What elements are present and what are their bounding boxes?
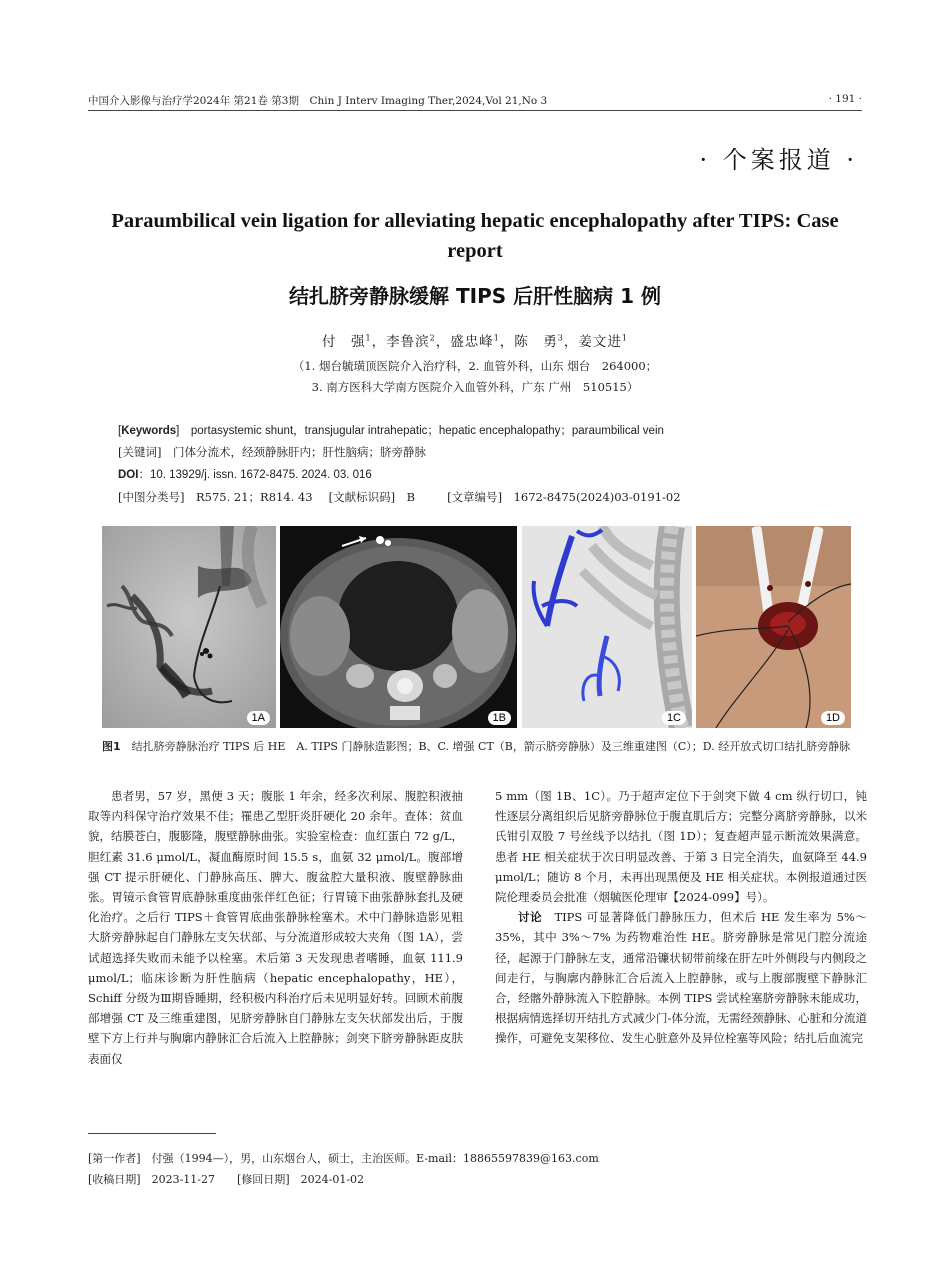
journal-citation: 中国介入影像与治疗学2024年 第21卷 第3期 Chin J Interv Imaging Ther,2024,Vol 21,No 3 [88, 95, 548, 107]
3d-reconstruction-image [522, 526, 692, 728]
footnote-author-label: 第一作者 [92, 1152, 137, 1165]
article-number-value: 1672-8475(2024)03-0191-02 [513, 490, 681, 504]
author-affiliation-mark: 2 [429, 333, 436, 343]
author-name: 姜文进 [578, 334, 622, 350]
received-label: 收稿日期 [92, 1173, 137, 1186]
author-separator: ， [563, 334, 579, 350]
header-divider [88, 110, 862, 111]
body-paragraph: 5 mm（图 1B、1C）。乃于超声定位下于剑突下做 4 cm 纵行切口，钝性逐层分离组织后见脐旁静脉位于腹直肌后方；完整分离脐旁静脉，以米氏钳引双股 7 号丝线予以结扎（图 1D）；复查超声显示断流效果满意。患者 HE 相关症状于次日明显改善、于第 3 日完全消失，血氨降至 44.9 μmol/L；随访 8 个月，未再出现黑便及 HE 相关症状。本例报道通过医院伦理委员会批准（烟毓医伦理审【2024-099】号）。 [495, 789, 867, 905]
keywords-english-text: portasystemic shunt，transjugular intrahepatic；hepatic encephalopathy；paraumbilical vein [190, 425, 664, 437]
keywords-chinese-text: 门体分流术，经颈静脉肝内；肝性脑病；脐旁静脉 [173, 445, 426, 459]
author-separator: ， [499, 334, 515, 350]
panel-label: 1A [247, 711, 270, 725]
doc-code-value: B [406, 490, 416, 504]
panel-label: 1B [488, 711, 511, 725]
panel-label: 1C [662, 711, 686, 725]
author-list [88, 330, 862, 350]
affiliation-line-2: 3. 南方医科大学南方医院介入血管外科，广东 广州 510515） [311, 380, 639, 394]
classification-line: [中图分类号] R575. 21；R814. 43 [文献标识码] B [文章编号] 1672-8475(2024)03-0191-02 [118, 490, 681, 504]
figure-panel-1b [280, 526, 517, 728]
keywords-label: Keywords [121, 425, 177, 437]
figure-number: 图1 [102, 740, 121, 753]
discussion-paragraph [495, 907, 867, 1048]
panel-label: 1D [821, 711, 845, 725]
keywords-chinese: [关键词] 门体分流术，经颈静脉肝内；肝性脑病；脐旁静脉 [118, 445, 426, 459]
body-column-left [88, 786, 463, 1069]
author-affiliation-mark: 1 [621, 333, 628, 343]
page-number: · 191 · [828, 93, 862, 105]
revised-label: 修回日期 [241, 1173, 286, 1186]
figure-caption [102, 737, 862, 756]
clc-value: R575. 21；R814. 43 [196, 490, 313, 504]
ct-scan-image [280, 526, 517, 728]
keywords-chinese-label: 关键词 [122, 445, 157, 459]
footnote-dates: [收稿日期] 2023-11-27 [修回日期] 2024-01-02 [88, 1173, 365, 1186]
author-name: 付 强 [322, 334, 366, 350]
keywords-english: [Keywords] portasystemic shunt，transjugular intrahepatic；hepatic encephalopathy；paraumbilical vein [118, 425, 664, 437]
revised-date: 2024-01-02 [300, 1173, 365, 1186]
author-affiliation-mark: 3 [557, 333, 564, 343]
discussion-text: TIPS 可显著降低门静脉压力，但术后 HE 发生率为 5%～35%，其中 3%～7% 为药物难治性 HE。脐旁静脉是常见门腔分流途径，起源于门静脉左支，通常沿镰状韧带前缘在肝左叶外侧段与内侧段之间走行，与胸廓内静脉汇合后流入上腔静脉，或与上腹部腹壁下静脉汇合，经髂外静脉流入下腔静脉。本例 TIPS 尝试栓塞脐旁静脉未能成功，根据病情选择切开结扎方式减少门-体分流，无需经颈静脉、心脏和分流道操作，可避免支架移位、发生心脏意外及异位栓塞等风险；结扎后血流完 [495, 910, 868, 1046]
body-paragraph: 患者男，57 岁，黑便 3 天；腹胀 1 年余，经多次利尿、腹腔积液抽取等内科保守治疗效果不佳；罹患乙型肝炎肝硬化 20 余年。查体：贫血貌，结膜苍白，腹膨隆，腹壁静脉曲张。实验室检查：血红蛋白 72 g/L，胆红素 31.6 μmol/L，凝血酶原时间 15.5 s，血氨 32 μmol/L。腹部增强 CT 提示肝硬化、门静脉高压、脾大、腹盆腔大量积液、腹壁静脉曲张。胃镜示食管胃底静脉重度曲张伴红色征；行胃镜下曲张静脉套扎及硬化治疗。之后行 TIPS＋食管胃底曲张静脉栓塞术。术中门静脉造影见粗大脐旁静脉起自门静脉左支矢状部、与分流道形成较大夹角（图 1A），尝试超选择失败而未能予以栓塞。术后第 3 天发现患者嗜睡，血氨 111.9 μmol/L；临床诊断为肝性脑病（hepatic encephalopathy，HE），Schiff 分级为Ⅲ期昏睡期，经积极内科治疗后未见明显好转。回顾术前腹部增强 CT 及三维重建图，见脐旁静脉自门静脉左支矢状部发出后，于腹壁下方上行并与胸廓内静脉汇合后流入上腔静脉；剑突下脐旁静脉距皮肤表面仅 [88, 789, 463, 1066]
figure-panel-1a [102, 526, 276, 728]
footnote-divider [88, 1133, 216, 1134]
doc-code-label: 文献标识码 [333, 490, 391, 504]
affiliation-line-1: （1. 烟台毓璜顶医院介入治疗科，2. 血管外科，山东 烟台 264000； [292, 359, 658, 373]
author-name: 李鲁滨 [386, 334, 430, 350]
body-column-right [495, 786, 867, 1049]
figure-panel-1d [696, 526, 851, 728]
figure-1 [102, 526, 851, 728]
running-header [88, 93, 862, 109]
author-name: 陈 勇 [514, 334, 558, 350]
section-label: · 个案报道 · [699, 146, 858, 174]
author-affiliation-mark: 1 [365, 333, 372, 343]
angiogram-image [102, 526, 276, 728]
title-chinese: 结扎脐旁静脉缓解 TIPS 后肝性脑病 1 例 [289, 284, 661, 308]
discussion-heading: 讨论 [518, 910, 543, 925]
figure-caption-text: 结扎脐旁静脉治疗 TIPS 后 HE A. TIPS 门静脉造影图；B、C. 增强 CT（B，箭示脐旁静脉）及三维重建图（C）；D. 经开放式切口结扎脐旁静脉 [131, 740, 851, 753]
clc-label: 中图分类号 [122, 490, 180, 504]
surgical-photo-image [696, 526, 851, 728]
author-separator: ， [435, 334, 451, 350]
footnote-author-text: 付强（1994—），男，山东烟台人，硕士，主治医师。E-mail：18865597839@163.com [151, 1152, 599, 1165]
author-affiliation-mark: 1 [493, 333, 500, 343]
received-date: 2023-11-27 [151, 1173, 216, 1186]
doi-line: DOI：10. 13929/j. issn. 1672-8475. 2024. 03. 016 [118, 469, 372, 481]
article-number-label: 文章编号 [451, 490, 498, 504]
doi-value: 10. 13929/j. issn. 1672-8475. 2024. 03. 016 [149, 469, 372, 481]
footnote-first-author: [第一作者] 付强（1994—），男，山东烟台人，硕士，主治医师。E-mail：18865597839@163.com [88, 1152, 599, 1165]
title-english: Paraumbilical vein ligation for alleviating hepatic encephalopathy after TIPS: Case report [111, 210, 839, 262]
doi-label: DOI [118, 469, 139, 481]
author-separator: ， [371, 334, 387, 350]
author-name: 盛忠峰 [450, 334, 494, 350]
figure-panel-1c [522, 526, 692, 728]
